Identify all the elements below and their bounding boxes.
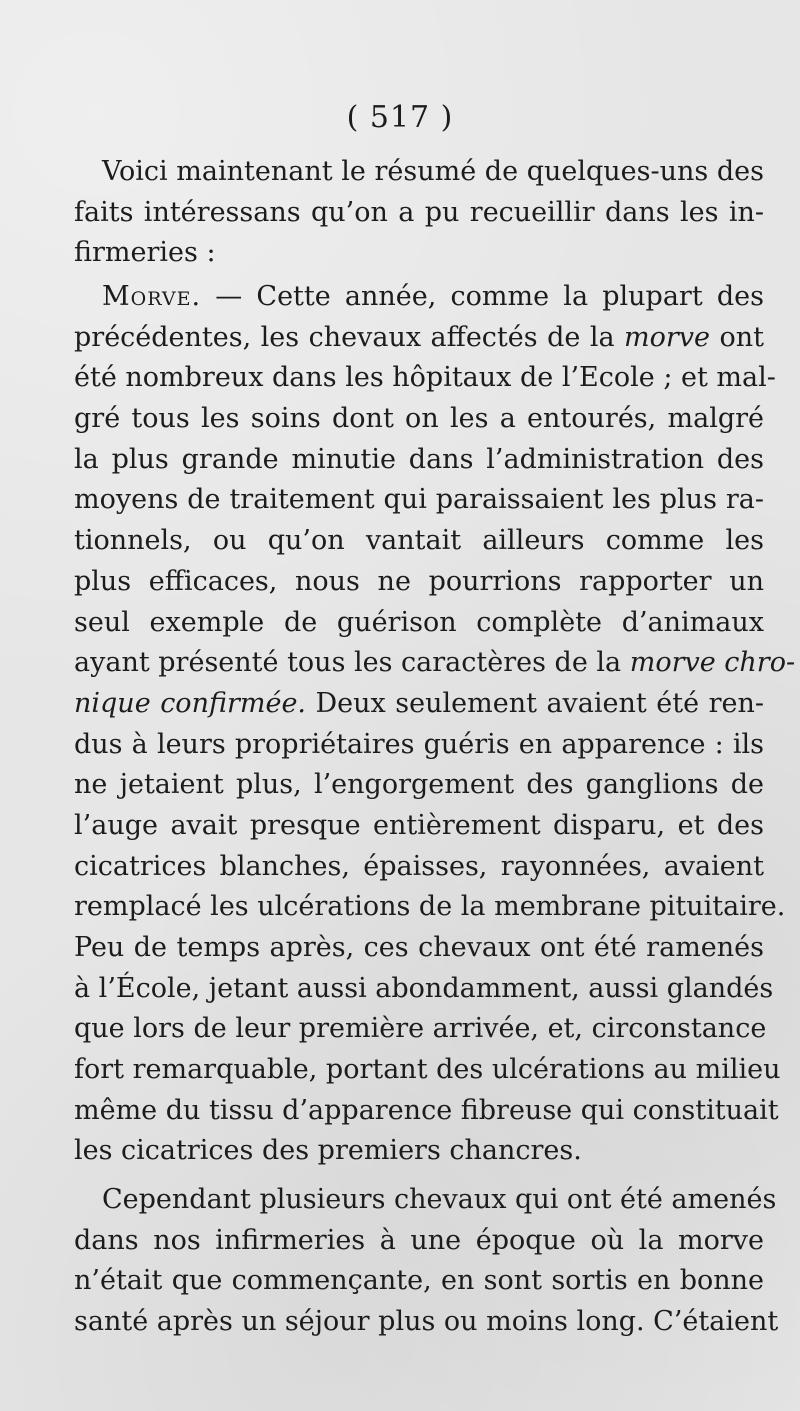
italic-term: morve: [624, 321, 711, 353]
paragraph-intro: [74, 152, 764, 274]
text-line: été nombreux dans les hôpitaux de l’Ecole ; et mal-: [74, 362, 776, 394]
text-line: remplacé les ulcérations de la membrane pituitaire.: [74, 891, 786, 923]
text-line: l’auge avait presque entièrement disparu, et des: [74, 809, 764, 841]
text-fragment: Deux seulement avaient été ren-: [306, 687, 764, 719]
text-line: [74, 643, 796, 684]
text-line: tionnels, ou qu’on vantait ailleurs comme les: [74, 525, 764, 557]
text-line: [74, 684, 764, 725]
text-line: [74, 318, 764, 359]
text-line: gré tous les soins dont on les a entourés, malgré: [74, 403, 764, 435]
text-line: Cependant plusieurs chevaux qui ont été amenés: [102, 1184, 777, 1215]
text-line: Voici maintenant le résumé de quelques-uns des: [102, 156, 764, 187]
text-line: dus à leurs propriétaires guéris en apparence : ils: [74, 728, 764, 760]
text-line: les cicatrices des premiers chancres.: [74, 1135, 582, 1167]
text-line: moyens de traitement qui paraissaient les plus ra-: [74, 484, 764, 516]
italic-term: nique confirmée.: [74, 687, 307, 719]
text-line: que lors de leur première arrivée, et, circonstance: [74, 1013, 767, 1045]
italic-term: morve chro-: [629, 647, 796, 679]
text-line: la plus grande minutie dans l’administration des: [74, 443, 764, 475]
paragraph-cependant: [74, 1180, 779, 1343]
paragraph-morve: [74, 277, 796, 1172]
text-line: fort remarquable, portant des ulcérations au milieu: [74, 1054, 781, 1086]
text-line: firmeries :: [74, 237, 216, 269]
text-line: dans nos infirmeries à une époque où la morve: [74, 1224, 764, 1256]
section-heading: Morve.: [102, 281, 202, 312]
text-line: faits intéressans qu’on a pu recueillir dans les in-: [74, 196, 764, 228]
text-fragment: ont: [710, 321, 765, 353]
text-fragment: précédentes, les chevaux affectés de la: [74, 321, 625, 353]
text-line: Peu de temps après, ces chevaux ont été ramenés: [74, 932, 764, 963]
text-line: n’était que commençante, en sont sortis en bonne: [74, 1265, 764, 1297]
text-line: cicatrices blanches, épaisses, rayonnées, avaient: [74, 850, 764, 882]
text-fragment: — Cette année, comme la plupart des: [201, 281, 764, 312]
text-line: ne jetaient plus, l’engorgement des ganglions de: [74, 769, 764, 801]
text-line: seul exemple de guérison complète d’animaux: [74, 606, 764, 638]
text-line: [74, 277, 764, 318]
text-line: même du tissu d’apparence fibreuse qui constituait: [74, 1094, 779, 1126]
page-number: ( 517 ): [346, 100, 454, 135]
text-line: plus efficaces, nous ne pourrions rapporter un: [74, 565, 764, 597]
text-fragment: ayant présenté tous les caractères de la: [74, 647, 630, 679]
text-line: santé après un séjour plus ou moins long. C’étaient: [74, 1306, 779, 1338]
text-line: à l’École, jetant aussi abondamment, aussi glandés: [74, 972, 774, 1004]
